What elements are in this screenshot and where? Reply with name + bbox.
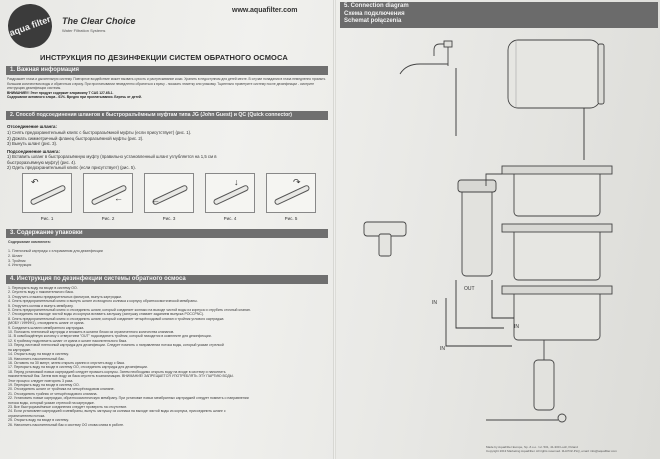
connector-figures — [6, 173, 328, 225]
disinfection-step: 11. В освобождённую колонку с отверстием "OUT" подсоединить тройник, который находится в комплекте для дезинфекции. — [8, 334, 212, 339]
package-item: 4. Инструкция — [8, 263, 32, 268]
disinfection-step: 16. Оставить на 30 минут, затем открыть кранни и спустить воду с бака. — [8, 360, 125, 365]
brand-tagline-sub: Water Filtration Systems — [62, 28, 106, 33]
figure-4 — [205, 173, 255, 213]
footer-line: Made by AquaFilter Europe, Sp. Z.o.o. / ul. 501, 41-300 Lodz, Poland — [486, 445, 578, 449]
disinfection-step: 10. Положить пленочный картридж и вложить в шланги блоки из ограниченного количества клапанов. — [8, 330, 175, 335]
disinfection-step: (МОБУ / ИНФН1), отсоединить шланг от крана. — [8, 321, 85, 326]
figure-3 — [144, 173, 194, 213]
disinfection-step: 25. Открыть воду на входе в систему. — [8, 418, 69, 423]
disinfection-step: 13. Перед листовой пленочный картридж для дезинфекции. Следует помнить о направлении потока воды, который указан стрелкой — [8, 343, 224, 348]
header-line-pl: Schemat połączenia — [344, 18, 402, 25]
figure-5-label: Рис. 5 — [284, 216, 298, 221]
post-filter — [534, 340, 554, 410]
figure-2-label: Рис. 2 — [101, 216, 115, 221]
footer-line: Copyright 2013 Marketing AquaFilter. All rights reserved. 3H-POZ-PLQ, email: info@aquafilter.com — [486, 449, 617, 453]
disinfection-step: 23. Все быстроразъёмные соединения следует проверить на отсутствие. — [8, 404, 128, 409]
section-4-heading: 4. Инструкция по дезинфекции системы обратного осмоса — [6, 275, 328, 284]
package-item: 3. Тройник — [8, 258, 26, 263]
disinfection-step: 12. К тройнику подключить шланг от крана и шланг накопительного бака. — [8, 338, 128, 343]
figure-4-label: Рис. 4 — [223, 216, 237, 221]
disconnect-title: Отсоединение шланга: — [7, 124, 57, 129]
disinfection-step: на картридже. — [8, 347, 32, 352]
brand-tagline: The Clear Choice — [62, 16, 136, 26]
disinfection-step: 20. Отсоединить шланг от тройника на четырёхходовом клапане. — [8, 387, 115, 392]
connection-diagram — [336, 28, 660, 428]
tee-fitting — [364, 222, 406, 256]
disinfection-step: 5. Открутить колпак и вынуть мембрану. — [8, 303, 74, 308]
insert-arrow-icon: ↓ — [234, 177, 239, 187]
pull-arrow-icon: ← — [151, 195, 160, 205]
disconnect-steps — [7, 130, 247, 147]
membrane-housing — [458, 180, 496, 276]
disinfection-step: 18. Перед установкой новых картриджей следует промыть корпусы. Затем необходимо открыть воду на входе в систему и наполнить — [8, 369, 226, 374]
disinfection-step: 9. Соединить шланги мембранного картриджа. — [8, 325, 85, 330]
section-1-warning: ВНИМАНИЕ!!! Этот продукт содержит хлорамину Т CAS 127-65-1. — [7, 90, 114, 95]
figure-5 — [266, 173, 316, 213]
package-item: 1. Пленочный картридж с хлорамином для дезинфекции — [8, 249, 103, 253]
package-item: 2. Шланг — [8, 253, 23, 258]
disinfection-step: Этот процесс следует повторить 3 раза. — [8, 378, 74, 383]
connect-step: 2) Одеть предохранительный клипс (если присутствует) (рис. 5). — [7, 165, 136, 171]
disinfection-step: 3. Открутить стаканы предварительных фильтров, вынуть картриджи. — [8, 294, 122, 299]
package-items — [8, 249, 103, 268]
section-1-heading: 1. Важная информация — [6, 66, 328, 75]
figure-3-label: Рис. 3 — [162, 216, 176, 221]
disinfection-step: 21. Отсоединить тройник от четырёхходового клапана. — [8, 391, 98, 396]
tube-icon — [274, 184, 311, 205]
connect-step: 1) Вставить шланг в быстроразъёмную муфту (правильно установленный шланг углубляется на 1,5 см в — [7, 154, 217, 159]
disinfection-step: потока воды, который указан стрелкой на картридже. — [8, 400, 95, 405]
figure-2 — [83, 173, 133, 213]
disinfection-step: 14. Открыть воду на входе в систему. — [8, 352, 69, 357]
disinfection-step: 6. Снять предохранительный клипс и отсоединить шланг, который соединяет колпако на выходе чистой воды из корпуса и отрубить сточный клапан. — [8, 308, 251, 313]
disinfection-step: накопительный бак. Затем всю воду из бака спустить в канализацию. ВНИМАНИЕ! ЗАПРЕЩАЕТСЯ УПОТРЕБЛЯТЬ ЭТУ ПАРТИЮ ВОДЫ. — [8, 374, 234, 379]
connect-title: Подсоединение шланга: — [7, 149, 60, 154]
disconnect-step: 2) Дожать симметричный фланец быстроразъёмной муфты (рис. 2). — [7, 135, 144, 141]
figure-1 — [22, 173, 72, 213]
connect-step: быстроразъёмную муфту) (рис. 4). — [7, 159, 77, 165]
disinfection-step: 2. Спустить воду с накопительного бака. — [8, 290, 74, 295]
section-3-heading: 3. Содержание упаковки — [6, 229, 328, 238]
faucet — [400, 41, 452, 74]
prefilter-housings — [502, 166, 612, 340]
in-label-1: IN — [514, 324, 519, 330]
disinfection-step: 7. Отсоединить на выходе чистой воды из корпуса вставить заглушку (заглушку снимает заданием выпуска РОСCPNC). — [8, 312, 205, 317]
disinfection-step: 26. Наполнить накопительный бак и систему ОО снова слива в работе. — [8, 422, 125, 427]
storage-tank — [508, 40, 604, 108]
disinfection-step: 22. Установить новые картриджи, обратноосмотическую мембрану. При установке новых мембранных картриджей следует помнить о направлении — [8, 396, 249, 401]
disinfection-step: 15. Наполнить накопительный бак. — [8, 356, 65, 361]
rotate-arrow-icon: ↶ — [31, 177, 39, 187]
disinfection-step: 8. Снять предохранительный клипс и отсоединить шланг, который соединяет четырёхходовой клапан и тройник углового картриджа — [8, 316, 224, 321]
connection-diagram-header — [340, 2, 658, 28]
connect-steps — [7, 154, 247, 171]
section-1-content-line: Содержание активного хлора - 61%. Вредно при проглатывании. Беречь от детей. — [7, 95, 142, 100]
disinfection-step: ограничителем потока. — [8, 413, 46, 418]
clip-arrow-icon: ↷ — [293, 177, 301, 187]
push-arrow-icon: ← — [114, 193, 123, 203]
disinfection-steps — [8, 286, 328, 427]
disinfection-step: 17. Перекрыть воду на входе в систему ОО, отсоединить картридж для дезинфекции. — [8, 365, 148, 370]
section-1-body: Раздражает глаза и дыхательную систему. Повторное воздействие может вызвать сухость и растрескивание кожи. Хранить в недоступном для детей месте. В случае попадания в глаза немедленно промыть большим количеством воды и обратиться к врачу. При проглатывании немедленно обратиться к врачу - показать этикетку или упаковку. Тщательно проветрите систему после дезинфекции - смотрите инструкцию дезинфекции системы. — [7, 77, 326, 91]
header-line-en: 5. Connection diagram — [344, 3, 409, 9]
section-2-heading: 2. Способ подсоединения шлангов к быстроразъёмным муфтам типа JG (John Guest) и QC (Quick connector) — [6, 111, 328, 120]
document-title: ИНСТРУКЦИЯ ПО ДЕЗИНФЕКЦИИ СИСТЕМ ОБРАТНОГО ОСМОСА — [40, 53, 288, 62]
footer-credits — [486, 445, 617, 453]
disinfection-step: 1. Перекрыть воду на входе в систему ОО. — [8, 286, 78, 290]
package-subtitle: Содержание комплекта: — [8, 240, 51, 244]
header-line-ru: Схема подключения — [344, 10, 405, 17]
brand-logo: aqua filter — [2, 0, 58, 54]
section-1-text — [7, 77, 327, 100]
right-page — [336, 0, 660, 459]
in-label-2: IN — [432, 300, 437, 306]
disinfection-step: 4. Снять предохранительный клипс и вынуть шланг из входного колпака к корпусу обратноосмотической мембраны. — [8, 299, 198, 304]
website-url: www.aquafilter.com — [232, 7, 298, 14]
in-label-3: IN — [440, 346, 445, 352]
disinfection-step: 24. Если установлен картриджей и мембраны, вынуть заглушку из колпака на выходе чистой воды из корпуса, присоединить шланг с — [8, 409, 226, 414]
disconnect-step: 1) Снять предохранительный клипс с быстроразъёмной муфты (если присутствует) (рис. 1). — [7, 130, 192, 135]
disconnect-step: 3) Вынуть шланг (рис. 3). — [7, 141, 58, 147]
feed-valve — [486, 414, 566, 422]
tube-icon — [30, 184, 67, 205]
out-label: OUT — [464, 286, 475, 292]
figure-1-label: Рис. 1 — [40, 216, 54, 221]
disinfection-step: 19. Перекрыть воду на входе в систему ОО. — [8, 382, 80, 387]
tube-icon — [213, 184, 250, 205]
